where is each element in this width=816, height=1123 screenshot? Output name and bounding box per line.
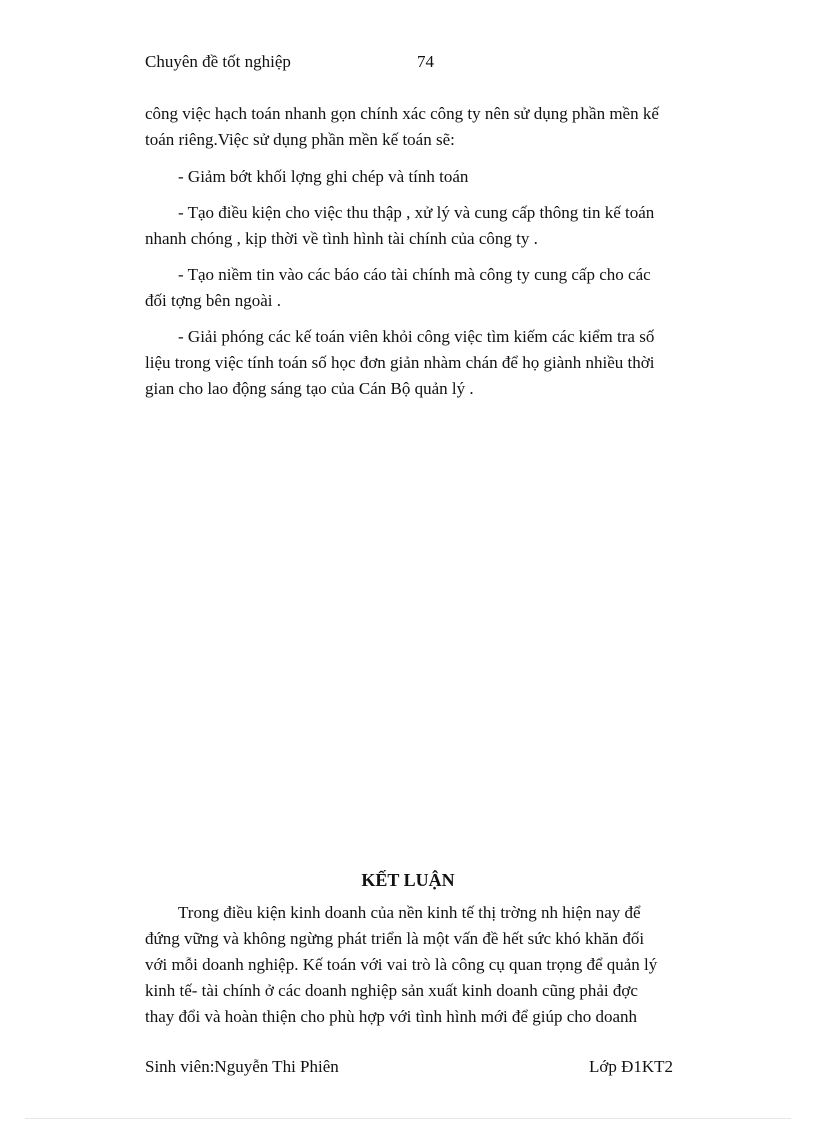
text-line: - Giải phóng các kế toán viên khỏi công việc tìm kiếm các kiểm tra số (178, 327, 655, 346)
text-line: - Giảm bớt khối lợng ghi chép và tính toán (178, 167, 469, 186)
text-line: công việc hạch toán nhanh gọn chính xác công ty nên sử dụng phần mền kế (145, 104, 659, 123)
text-line: Trong điều kiện kinh doanh của nền kinh tế thị trờng nh hiện nay để (178, 903, 641, 922)
text-line: liệu trong việc tính toán số học đơn giản nhàm chán để họ giành nhiều thời (145, 353, 655, 372)
bullet-trust (145, 262, 711, 314)
text-line: kinh tế- tài chính ở các doanh nghiệp sản xuất kinh doanh cũng phải đợc (145, 981, 638, 1000)
text-line: - Tạo điều kiện cho việc thu thập , xử lý và cung cấp thông tin kế toán (178, 203, 655, 222)
text-line: đối tợng bên ngoài . (145, 291, 281, 310)
bullet-free-accountants (145, 324, 711, 402)
text-line: - Tạo niềm tin vào các báo cáo tài chính mà công ty cung cấp cho các (178, 265, 651, 284)
page-number: 74 (417, 52, 434, 71)
text-line: toán riêng.Việc sử dụng phần mền kế toán sẽ: (145, 130, 455, 149)
footer-student: Sinh viên:Nguyễn Thi Phiên (145, 1057, 339, 1076)
footer-class: Lớp Đ1KT2 (589, 1057, 674, 1076)
text-line: gian cho lao động sáng tạo của Cán Bộ quản lý . (145, 379, 474, 398)
header-title: Chuyên đề tốt nghiệp (145, 52, 291, 71)
conclusion-paragraph (145, 900, 711, 1030)
text-line: thay đổi và hoàn thiện cho phù hợp với tình hình mới để giúp cho doanh (145, 1007, 638, 1026)
conclusion-heading: KẾT LUẬN (361, 870, 455, 890)
intro-paragraph (145, 101, 711, 153)
bullet-information (145, 200, 711, 252)
text-line: với mỗi doanh nghiệp. Kế toán với vai trò là công cụ quan trọng để quản lý (145, 955, 658, 974)
page-bottom-divider (25, 1118, 791, 1119)
text-line: đứng vững và không ngừng phát triển là một vấn đề hết sức khó khăn đối (145, 929, 645, 948)
text-line: nhanh chóng , kịp thời về tình hình tài chính của công ty . (145, 229, 538, 248)
bullet-reduce-workload (145, 164, 711, 190)
